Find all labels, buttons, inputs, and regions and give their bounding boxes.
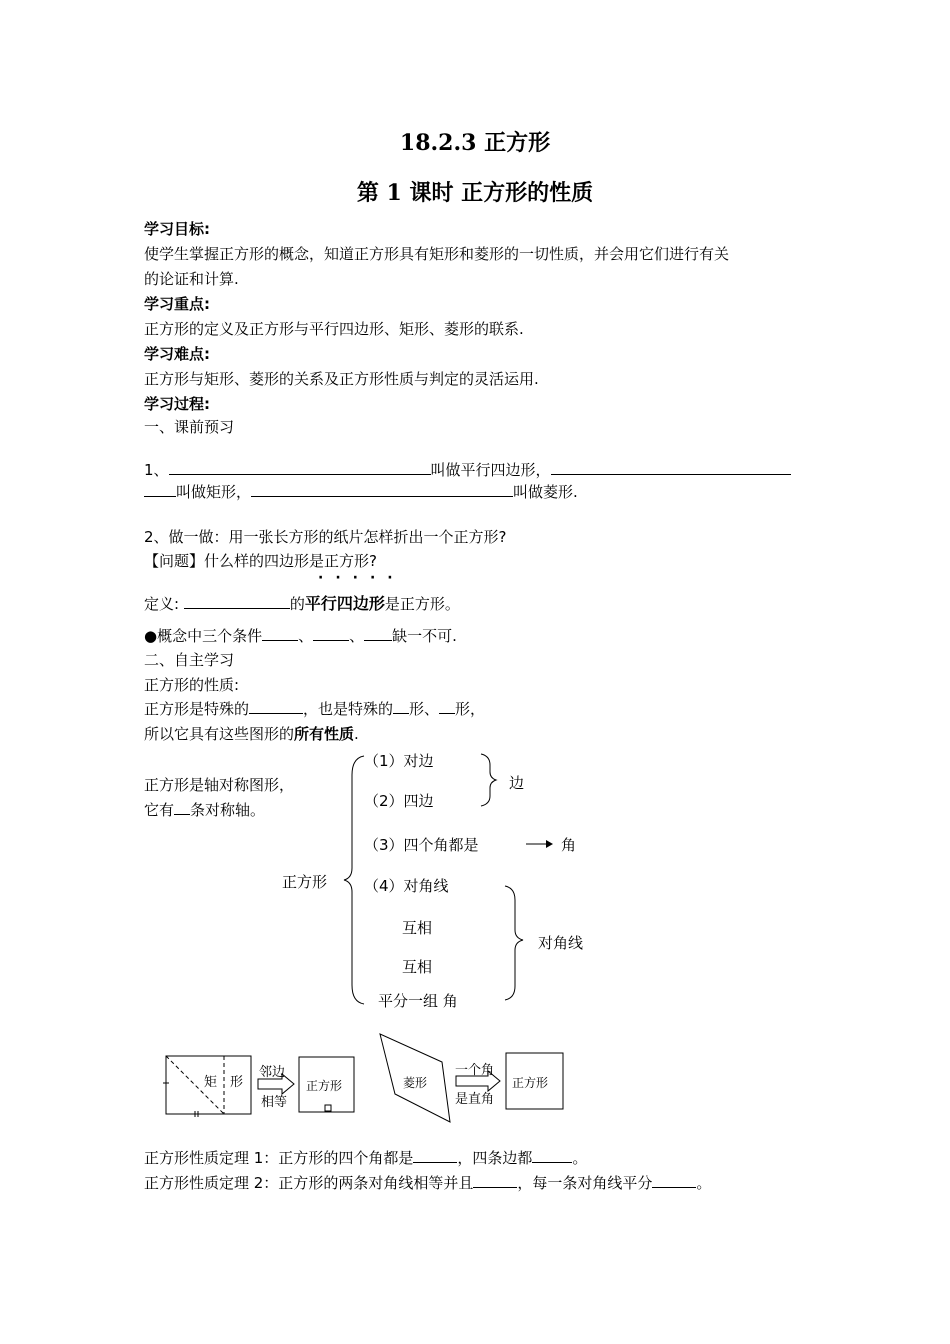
mutual-2: 互相 xyxy=(402,958,433,976)
definition-label: 定义: xyxy=(144,595,180,613)
rhombus-label: 菱形 xyxy=(403,1076,428,1090)
goal-line-1: 使学生掌握正方形的概念，知道正方形具有矩形和菱形的一切性质，并会用它们进行有关 xyxy=(144,245,730,263)
property-2: （2）四边 xyxy=(364,792,434,810)
theorem-1-text-c: 。 xyxy=(572,1149,588,1167)
goal-line-2: 的论证和计算. xyxy=(144,270,239,288)
special-text-1: 正方形是特殊的 xyxy=(144,700,250,718)
all-properties-bold: 所有性质 xyxy=(294,725,355,743)
property-label: 正方形的性质: xyxy=(144,676,240,694)
property-4: （4）对角线 xyxy=(364,877,449,895)
axis-text-a: 它有 xyxy=(144,801,175,819)
square-root-label: 正方形 xyxy=(282,873,328,891)
concept-separator-1: 、 xyxy=(298,627,314,645)
side-label: 边 xyxy=(509,774,525,792)
right-angle-mark xyxy=(325,1105,331,1111)
definition-de: 的 xyxy=(289,595,305,613)
property-3: （3）四个角都是 xyxy=(364,836,479,854)
definition-tail: 是正方形。 xyxy=(384,595,460,613)
bisect-angle: 平分一组 角 xyxy=(378,992,458,1010)
equal-label: 相等 xyxy=(261,1095,288,1110)
angle-label: 角 xyxy=(561,836,577,854)
special-text-2: ，也是特殊的 xyxy=(303,700,394,718)
axis-text-b: 条对称轴。 xyxy=(190,801,266,819)
mutual-1: 互相 xyxy=(402,919,433,937)
question-1-number: 1、 xyxy=(144,461,169,479)
concept-separator-2: 、 xyxy=(349,627,365,645)
one-angle-label: 一个角 xyxy=(455,1063,495,1078)
goal-label: 学习目标: xyxy=(144,220,210,238)
rect-label-left: 矩 xyxy=(204,1075,218,1090)
difficulty-text: 正方形与矩形、菱形的关系及正方形性质与判定的灵活运用. xyxy=(144,370,539,388)
theorem-1-text-b: ，四条边都 xyxy=(457,1149,533,1167)
blank-theorem-1b[interactable] xyxy=(532,1148,572,1163)
special-text-3: 形、 xyxy=(409,700,440,718)
all-end: . xyxy=(354,725,359,743)
rect-label-right: 形 xyxy=(230,1075,244,1090)
key-text: 正方形的定义及正方形与平行四边形、矩形、菱形的联系. xyxy=(144,320,524,338)
blank-theorem-2b[interactable] xyxy=(652,1173,696,1188)
theorem-2 xyxy=(144,1172,711,1193)
property-1: （1）对边 xyxy=(364,752,434,770)
theorem-1-text-a: 正方形性质定理 1：正方形的四个角都是 xyxy=(144,1149,414,1167)
blank-theorem-2a[interactable] xyxy=(473,1173,517,1188)
definition-emphasis: 平行四边形 xyxy=(304,594,385,613)
adjacent-label: 邻边 xyxy=(259,1065,286,1080)
blank-theorem-1a[interactable] xyxy=(413,1148,457,1163)
theorem-2-text-b: ，每一条对角线平分 xyxy=(517,1174,653,1192)
emphasis-dots: ····· xyxy=(318,570,405,586)
right-angle-label: 是直角 xyxy=(455,1092,495,1107)
page-title: 18.2.3 正方形 xyxy=(399,130,551,156)
square-label-1: 正方形 xyxy=(306,1079,343,1093)
question-2: 2、做一做：用一张长方形的纸片怎样折出一个正方形? xyxy=(144,528,507,546)
diagonal-label: 对角线 xyxy=(538,934,584,952)
rectangle-text: 叫做矩形， xyxy=(176,483,252,501)
theorem-1 xyxy=(144,1147,587,1168)
rhombus-text: 叫做菱形. xyxy=(513,483,578,501)
difficulty-label: 学习难点: xyxy=(144,345,210,363)
lesson-subtitle: 第 1 课时 正方形的性质 xyxy=(356,180,594,206)
section-1-heading: 一、课前预习 xyxy=(144,418,235,436)
all-prefix: 所以它具有这些图形的 xyxy=(144,725,295,743)
square-label-2: 正方形 xyxy=(512,1076,549,1090)
theorem-2-text-c: 。 xyxy=(696,1174,712,1192)
concept-prefix: ●概念中三个条件 xyxy=(144,627,263,645)
theorem-2-text-a: 正方形性质定理 2：正方形的两条对角线相等并且 xyxy=(144,1174,474,1192)
special-text-4: 形， xyxy=(455,700,486,718)
key-label: 学习重点: xyxy=(144,295,210,313)
concept-tail: 缺一不可. xyxy=(392,627,457,645)
process-label: 学习过程: xyxy=(144,395,210,413)
axis-line-1: 正方形是轴对称图形， xyxy=(144,776,295,794)
section-2-heading: 二、自主学习 xyxy=(144,651,235,669)
parallelogram-text: 叫做平行四边形， xyxy=(430,461,551,479)
question-prompt: 【问题】什么样的四边形是正方形? xyxy=(144,552,377,570)
